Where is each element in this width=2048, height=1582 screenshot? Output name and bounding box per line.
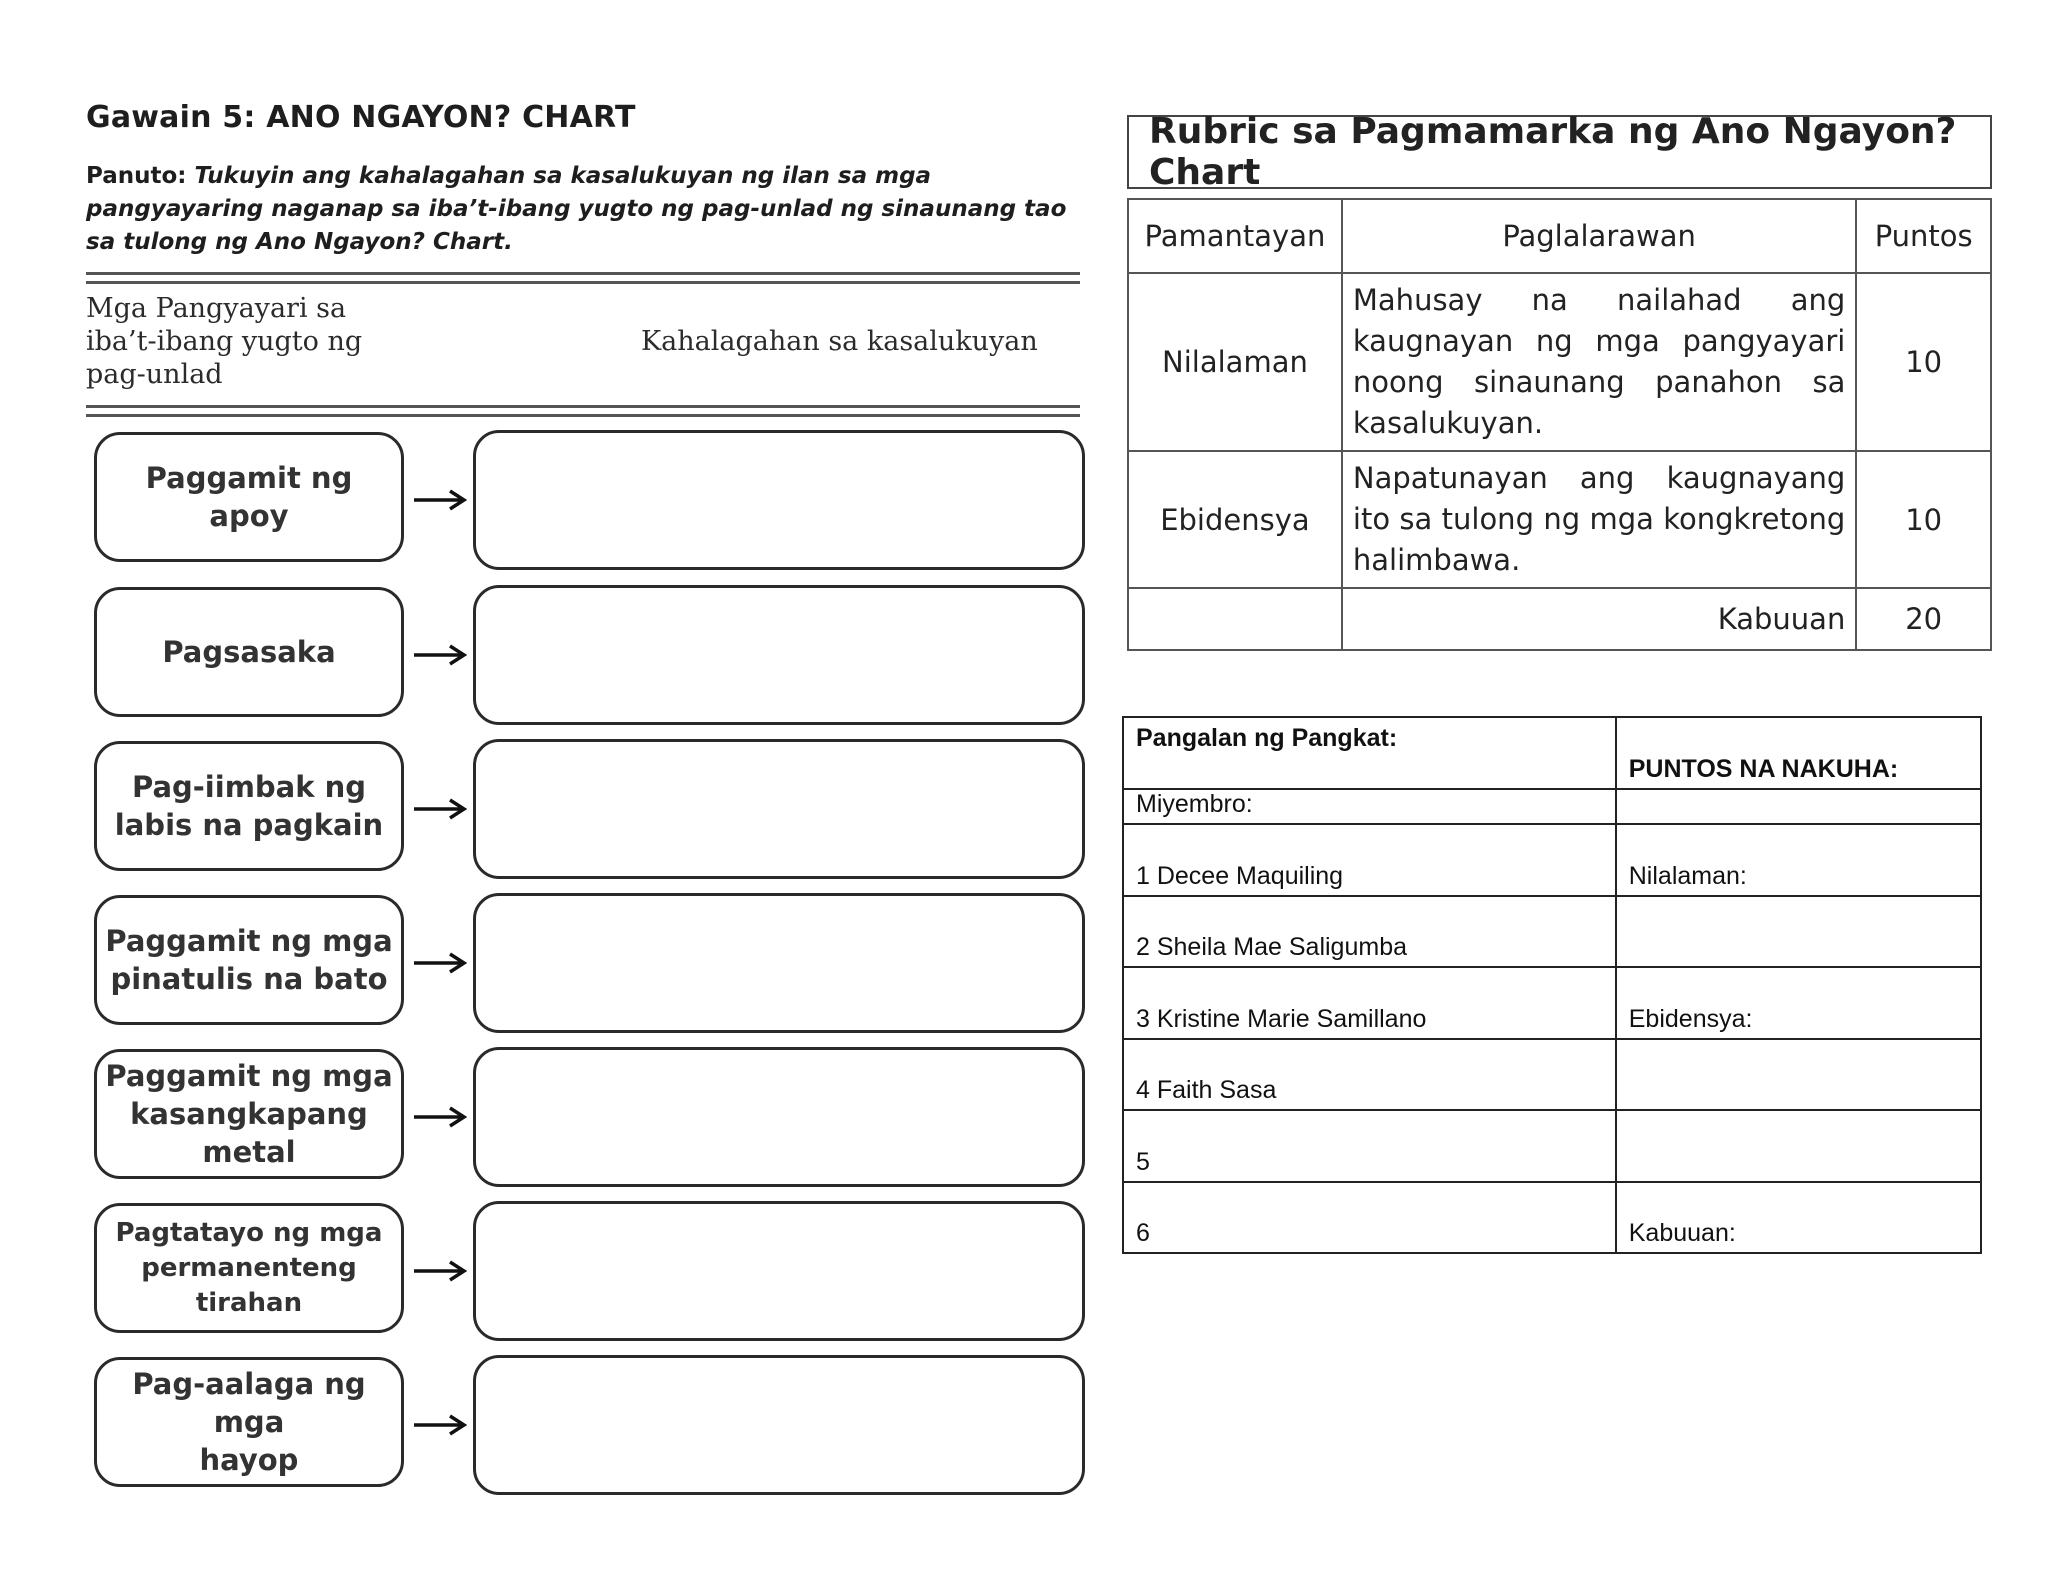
- event-line: hayop: [199, 1443, 299, 1477]
- event-line: permanenteng: [141, 1252, 357, 1283]
- rubric-criterion: Nilalaman: [1128, 273, 1342, 451]
- answer-box-permanent-dwellings[interactable]: [473, 1201, 1085, 1341]
- member-name[interactable]: 1 Decee Maquiling: [1123, 824, 1616, 896]
- event-line: Pagsasaka: [162, 635, 336, 669]
- arrow-right-icon: [412, 1105, 468, 1129]
- rubric-total-empty: [1128, 588, 1342, 650]
- event-line: labis na pagkain: [114, 808, 384, 842]
- event-line: tirahan: [195, 1287, 303, 1318]
- rubric-header-criterion: Pamantayan: [1128, 199, 1342, 273]
- answer-box-food-storage[interactable]: [473, 739, 1085, 879]
- score-label[interactable]: Nilalaman:: [1616, 824, 1981, 896]
- column-header-events: [86, 292, 362, 391]
- score-label[interactable]: Kabuuan:: [1616, 1182, 1981, 1253]
- event-line: Pag-aalaga ng mga: [132, 1367, 366, 1439]
- member-row: [1123, 1039, 1981, 1110]
- rubric-points: 10: [1856, 273, 1991, 451]
- rubric-description: Mahusay na nailahad ang kaugnayan ng mga pangyayari noong sinaunang panahon sa kasalukuyan.: [1342, 273, 1856, 451]
- member-row: [1123, 1182, 1981, 1253]
- rubric-header-row: [1128, 199, 1991, 273]
- arrow-right-icon: [412, 1413, 468, 1437]
- rubric-total-points: 20: [1856, 588, 1991, 650]
- event-box-sharpened-stones: [94, 895, 404, 1025]
- arrow-right-icon: [412, 951, 468, 975]
- member-name[interactable]: 5: [1123, 1110, 1616, 1182]
- instructions-body: Tukuyin ang kahalagahan sa kasalukuyan ng ilan sa mga pangyayaring naganap sa iba’t-ibang yugto ng pag-unlad ng sinaunang tao sa tulong ng Ano Ngayon? Chart.: [86, 163, 1067, 255]
- column-header-events-line: Mga Pangyayari sa: [86, 293, 347, 324]
- points-obtained-label: PUNTOS NA NAKUHA:: [1616, 717, 1981, 789]
- score-label[interactable]: [1616, 1039, 1981, 1110]
- event-line: metal: [202, 1135, 296, 1169]
- event-line: Pagtatayo ng mga: [115, 1217, 383, 1248]
- event-line: kasangkapang: [130, 1097, 368, 1131]
- rubric-points: 10: [1856, 451, 1991, 588]
- event-box-animal-raising: [94, 1357, 404, 1487]
- member-row: [1123, 896, 1981, 967]
- rubric-table: [1127, 198, 1992, 651]
- activity-title: Gawain 5: ANO NGAYON? CHART: [86, 100, 636, 135]
- double-rule-top: [86, 272, 1080, 284]
- column-header-events-line: pag-unlad: [86, 359, 223, 390]
- answer-box-animal-raising[interactable]: [473, 1355, 1085, 1495]
- member-row: [1123, 824, 1981, 896]
- rubric-row-content: [1128, 273, 1991, 451]
- rubric-criterion: Ebidensya: [1128, 451, 1342, 588]
- member-name[interactable]: 3 Kristine Marie Samillano: [1123, 967, 1616, 1039]
- member-row: [1123, 1110, 1981, 1182]
- instructions: [86, 160, 1086, 259]
- group-score-table: [1122, 716, 1982, 1254]
- instructions-lead: Panuto:: [86, 163, 187, 189]
- rubric-row-evidence: [1128, 451, 1991, 588]
- score-label[interactable]: [1616, 896, 1981, 967]
- rubric-total-row: [1128, 588, 1991, 650]
- member-row: [1123, 967, 1981, 1039]
- event-line: Pag-iimbak ng: [131, 770, 367, 804]
- member-name[interactable]: 6: [1123, 1182, 1616, 1253]
- event-box-permanent-dwellings: [94, 1203, 404, 1333]
- rubric-total-label: Kabuuan: [1342, 588, 1856, 650]
- member-name[interactable]: 2 Sheila Mae Saligumba: [1123, 896, 1616, 967]
- event-line: pinatulis na bato: [110, 962, 388, 996]
- answer-box-sharpened-stones[interactable]: [473, 893, 1085, 1033]
- group-name-label[interactable]: Pangalan ng Pangkat:: [1123, 717, 1616, 789]
- score-label[interactable]: Ebidensya:: [1616, 967, 1981, 1039]
- arrow-right-icon: [412, 797, 468, 821]
- member-name[interactable]: 4 Faith Sasa: [1123, 1039, 1616, 1110]
- event-line: apoy: [209, 499, 289, 533]
- rubric-description: Napatunayan ang kaugnayang ito sa tulong ng mga kongkretong halimbawa.: [1342, 451, 1856, 588]
- answer-box-farming[interactable]: [473, 585, 1085, 725]
- rubric-header-description: Paglalarawan: [1342, 199, 1856, 273]
- event-box-farming: [94, 587, 404, 717]
- group-header-row: [1123, 717, 1981, 789]
- event-box-metal-tools: [94, 1049, 404, 1179]
- members-label: Miyembro:: [1123, 789, 1616, 824]
- rubric-title: Rubric sa Pagmamarka ng Ano Ngayon? Chart: [1127, 115, 1992, 189]
- arrow-right-icon: [412, 488, 468, 512]
- event-box-food-storage: [94, 741, 404, 871]
- score-label[interactable]: [1616, 1110, 1981, 1182]
- rubric-header-points: Puntos: [1856, 199, 1991, 273]
- arrow-right-icon: [412, 1259, 468, 1283]
- column-header-events-line: iba’t-ibang yugto ng: [86, 326, 363, 357]
- event-line: Paggamit ng mga: [105, 1059, 393, 1093]
- event-line: Paggamit ng mga: [105, 924, 393, 958]
- members-label-row: [1123, 789, 1981, 824]
- score-cell[interactable]: [1616, 789, 1981, 824]
- column-header-importance: Kahalagahan sa kasalukuyan: [641, 326, 1038, 357]
- arrow-right-icon: [412, 643, 468, 667]
- event-box-fire: [94, 432, 404, 562]
- event-line: Paggamit ng: [145, 461, 353, 495]
- answer-box-metal-tools[interactable]: [473, 1047, 1085, 1187]
- answer-box-fire[interactable]: [473, 430, 1085, 570]
- double-rule-bottom: [86, 405, 1080, 417]
